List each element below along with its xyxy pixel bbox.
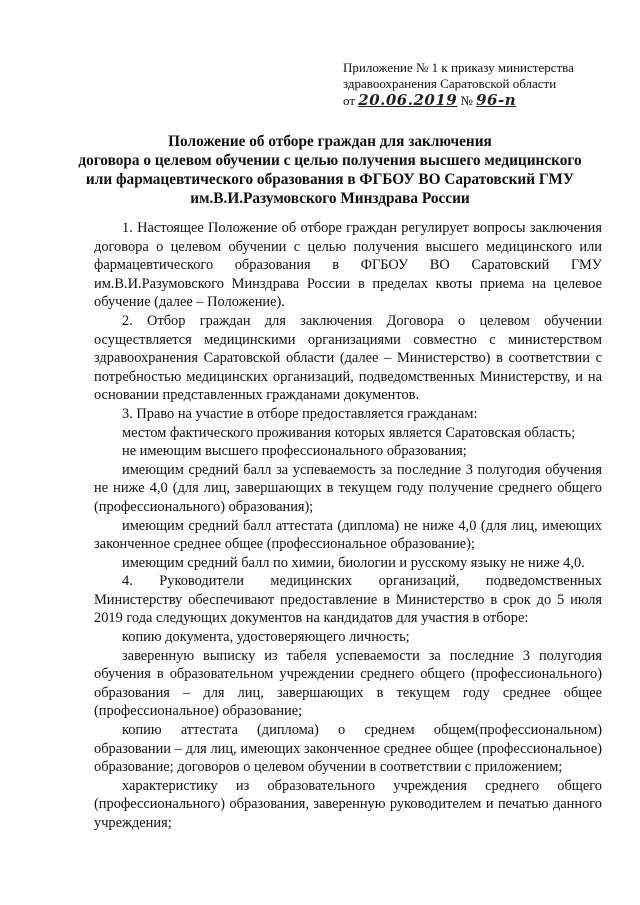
paragraph-3-item-avg-grade-certificate: имеющим средний балл аттестата (диплома) не ниже 4,0 (для лиц, имеющих законченное среднее общее (профессиональное образование); — [94, 517, 602, 553]
paragraph-3-item-avg-grade-subjects: имеющим средний балл по химии, биологии и русскому языку не ниже 4,0. — [122, 554, 585, 571]
appendix-line-1: Приложение № 1 к приказу министерства — [343, 60, 574, 75]
paragraph-2: 2. Отбор граждан для заключения Договора о целевом обучении осуществляется медицинскими организациями совместно с министерством здравоохранения Саратовской области (далее – Министерство) в соответствии с потребностью медицинских организаций, подведомственных Министерству, и на основании представленных гражданами документов. — [94, 312, 602, 404]
paragraph-3: 3. Право на участие в отборе предоставляется гражданам: — [122, 405, 478, 422]
document-title — [60, 132, 600, 208]
appendix-line-3 — [343, 92, 603, 109]
paragraph-4-item-id-copy: копию документа, удостоверяющего личность; — [122, 629, 410, 646]
appendix-header — [343, 60, 603, 109]
document-body — [94, 219, 602, 833]
appendix-line-2: здравоохранения Саратовской области — [343, 76, 557, 91]
appendix-number-handwritten: 96-п — [476, 91, 517, 109]
paragraph-4-item-grade-extract: заверенную выписку из табеля успеваемости за последние 3 полугодия обучения в образовательном учреждении среднего общего (профессионального) образования – для лиц, завершающих в текущем году среднее общее (профессиональное) образование; — [94, 647, 602, 720]
title-line-3: или фармацевтического образования в ФГБОУ ВО Саратовский ГМУ — [85, 171, 575, 188]
appendix-date-handwritten: 20.06.2019 — [358, 91, 458, 109]
appendix-from-label: от — [343, 93, 356, 108]
title-line-4: им.В.И.Разумовского Минздрава России — [190, 190, 470, 207]
paragraph-4-item-certificate-copy: копию аттестата (диплома) о среднем общем(профессиональном) образовании – для лиц, имеющих законченное среднее общее (профессиональное) образование; договоров о целевом обучении в соответствии с приложением; — [94, 722, 602, 776]
title-line-2: договора о целевом обучении с целью получения высшего медицинского — [78, 152, 582, 169]
appendix-number-sign: № — [460, 93, 473, 108]
paragraph-4-item-reference: характеристику из образовательного учреждения среднего общего (профессионального) образования, заверенную руководителем и печатью данного учреждения; — [94, 777, 602, 831]
paragraph-4: 4. Руководители медицинских организаций, подведомственных Министерству обеспечивают предоставление в Министерство в срок до 5 июля 2019 года следующих документов на кандидатов для участия в отборе: — [94, 573, 602, 627]
paragraph-3-item-no-higher-edu: не имеющим высшего профессионального образования; — [122, 443, 467, 460]
paragraph-3-item-avg-grade-semesters: имеющим средний балл за успеваемость за последние 3 полугодия обучения не ниже 4,0 (для лиц, завершающих в текущем году получение среднего общего (профессионального) образования); — [94, 461, 602, 515]
title-line-1: Положение об отборе граждан для заключения — [168, 133, 492, 150]
paragraph-1: 1. Настоящее Положение об отборе граждан регулирует вопросы заключения договора о целевом обучении с целью получения высшего медицинского или фармацевтического образования в ФГБОУ ВО Саратовский ГМУ им.В.И.Разумовского Минздрава России в пределах квоты приема на целевое обучение (далее – Положение). — [94, 220, 602, 311]
paragraph-3-item-residence: местом фактического проживания которых является Саратовская область; — [122, 424, 576, 441]
